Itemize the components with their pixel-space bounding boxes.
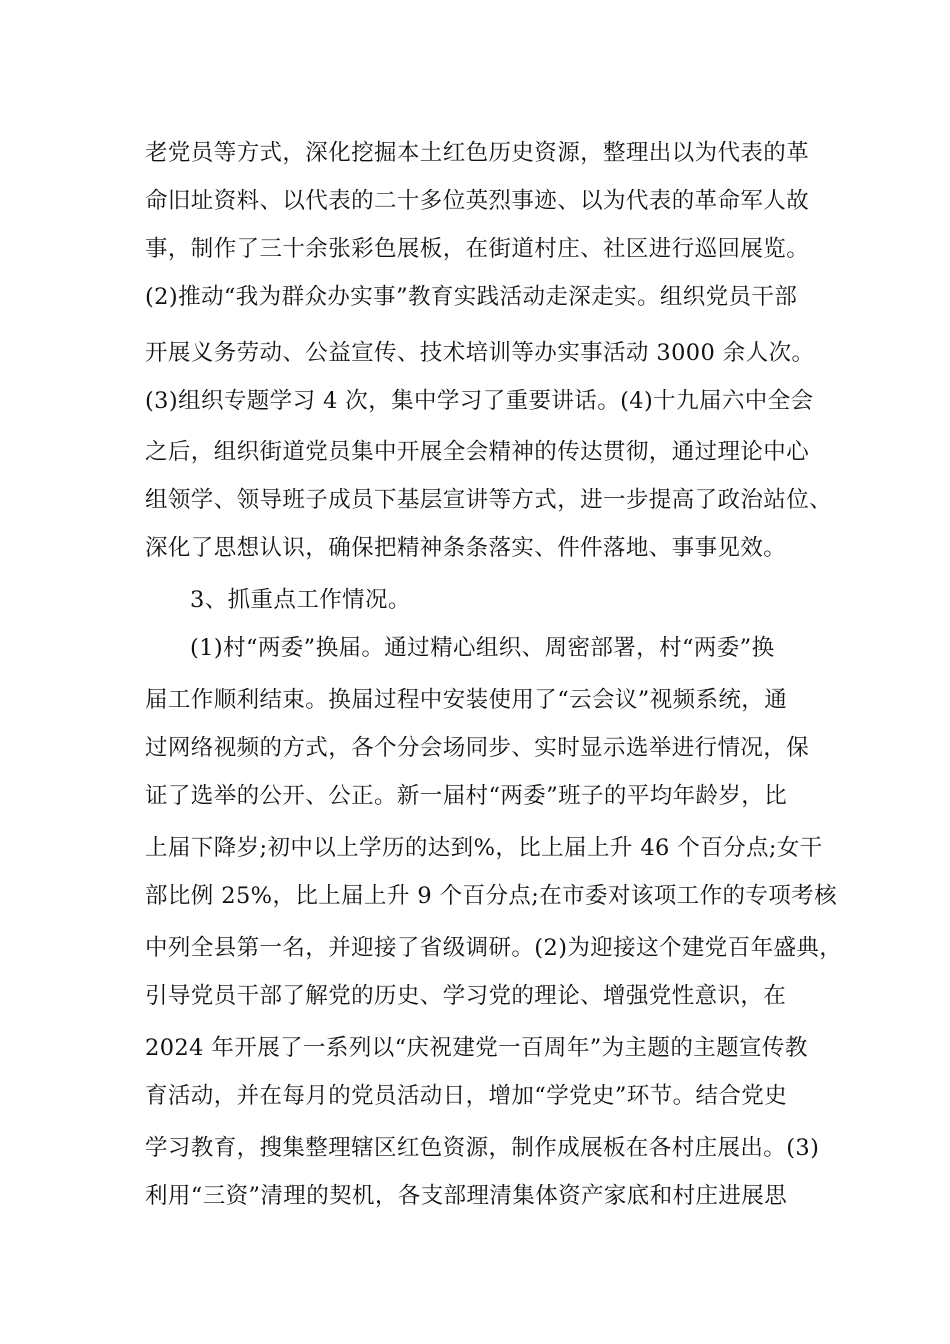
body-line: 老党员等方式，深化挖掘本土红色历史资源，整理出以为代表的革 <box>145 140 810 166</box>
body-line: 部比例 25%，比上届上升 9 个百分点;在市委对该项工作的专项考核 <box>145 883 837 909</box>
body-line: (2)推动“我为群众办实事”教育实践活动走深走实。组织党员干部 <box>145 284 798 310</box>
body-line: 中列全县第一名，并迎接了省级调研。(2)为迎接这个建党百年盛典， <box>145 935 843 961</box>
body-line: 利用“三资”清理的契机，各支部理清集体资产家底和村庄进展思 <box>145 1183 788 1209</box>
body-line: (3)组织专题学习 4 次，集中学习了重要讲话。(4)十九届六中全会 <box>145 388 814 414</box>
body-line: 事，制作了三十余张彩色展板，在街道村庄、社区进行巡回展览。 <box>145 236 810 262</box>
body-line: 之后，组织街道党员集中开展全会精神的传达贯彻，通过理论中心 <box>145 439 810 465</box>
body-line: 开展义务劳动、公益宣传、技术培训等办实事活动 3000 余人次。 <box>145 340 815 366</box>
body-line: 证了选举的公开、公正。新一届村“两委”班子的平均年龄岁，比 <box>145 783 788 809</box>
body-line: 过网络视频的方式，各个分会场同步、实时显示选举进行情况，保 <box>145 735 810 761</box>
body-line: 育活动，并在每月的党员活动日，增加“学党史”环节。结合党史 <box>145 1083 788 1109</box>
section-heading: 3、抓重点工作情况。 <box>190 587 411 613</box>
body-line: 学习教育，搜集整理辖区红色资源，制作成展板在各村庄展出。(3) <box>145 1135 820 1161</box>
body-line: 届工作顺利结束。换届过程中安装使用了“云会议”视频系统，通 <box>145 687 788 713</box>
body-line: 命旧址资料、以代表的二十多位英烈事迹、以为代表的革命军人故 <box>145 188 810 214</box>
body-line: 2024 年开展了一系列以“庆祝建党一百周年”为主题的主题宣传教 <box>145 1035 808 1061</box>
body-line: 深化了思想认识，确保把精神条条落实、件件落地、事事见效。 <box>145 535 787 561</box>
body-line: 引导党员干部了解党的历史、学习党的理论、增强党性意识，在 <box>145 983 787 1009</box>
body-line: 上届下降岁;初中以上学历的达到%，比上届上升 46 个百分点;女干 <box>145 835 823 861</box>
body-line: 组领学、领导班子成员下基层宣讲等方式，进一步提高了政治站位、 <box>145 487 833 513</box>
body-line: (1)村“两委”换届。通过精心组织、周密部署，村“两委”换 <box>190 635 775 661</box>
